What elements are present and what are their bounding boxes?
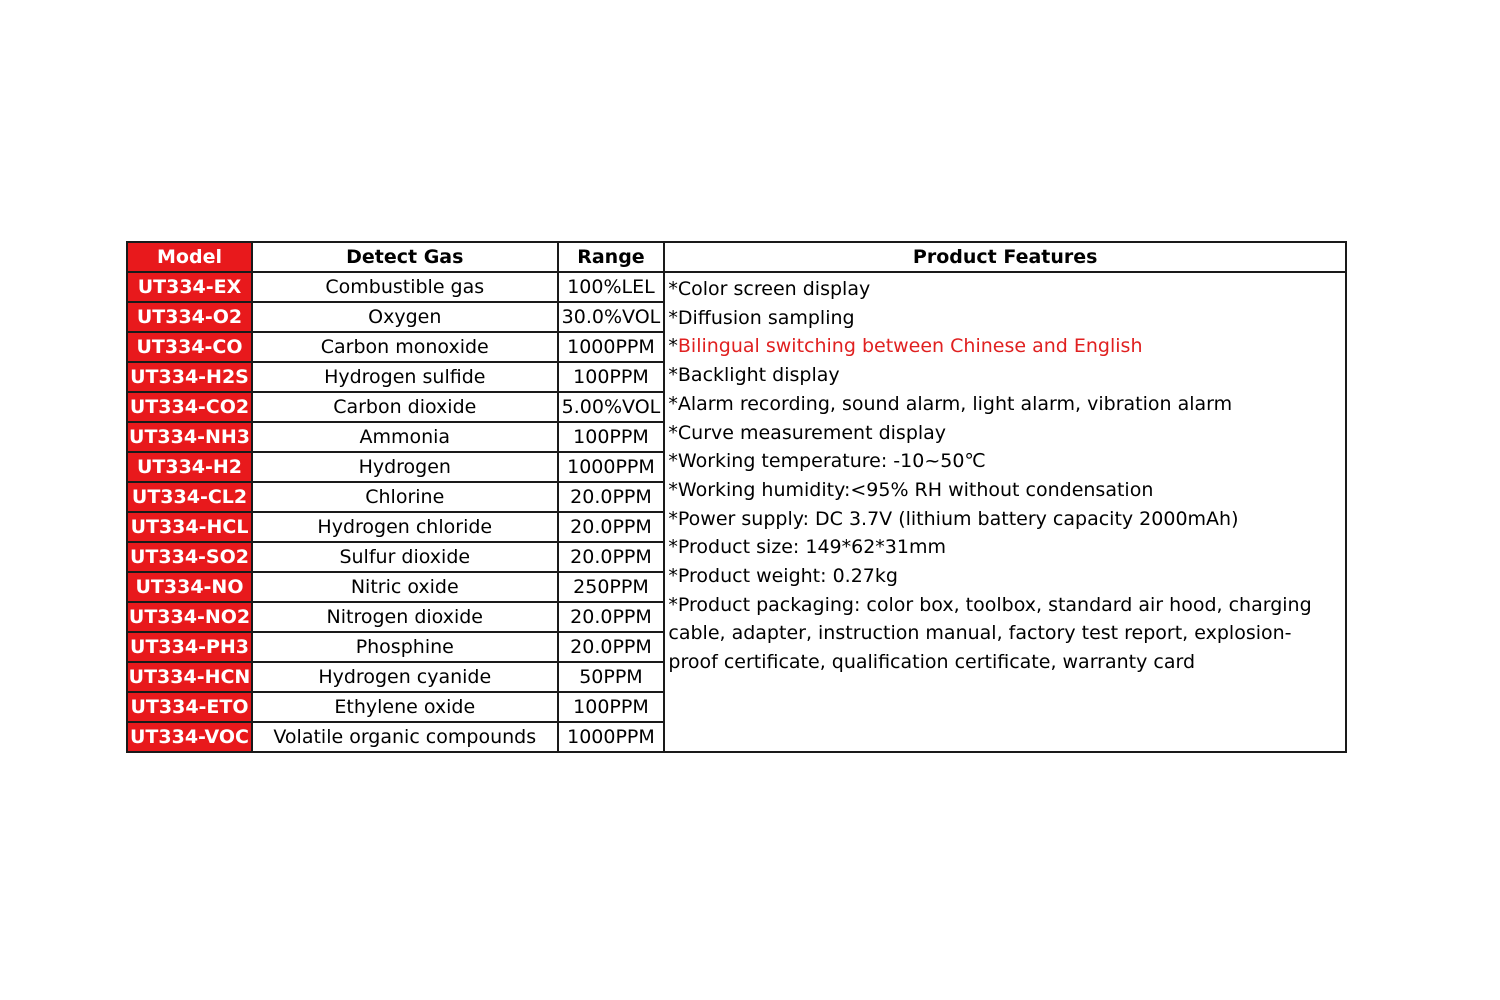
- feature-bullet: *: [668, 306, 678, 329]
- gas-column-header: Detect Gas: [252, 242, 558, 272]
- range-cell: 30.0%VOL: [558, 302, 665, 332]
- feature-bullet: *: [668, 507, 678, 530]
- model-column-header: Model: [127, 242, 252, 272]
- model-cell: UT334-O2: [127, 302, 252, 332]
- feature-text: Power supply: DC 3.7V (lithium battery capacity 2000mAh): [677, 507, 1239, 530]
- feature-bullet: *: [668, 478, 678, 501]
- features-column-header: Product Features: [664, 242, 1346, 272]
- range-cell: 20.0PPM: [558, 542, 665, 572]
- model-cell: UT334-H2: [127, 452, 252, 482]
- feature-item: [668, 505, 1339, 534]
- gas-cell: Oxygen: [252, 302, 558, 332]
- feature-item: [668, 562, 1339, 591]
- feature-text: Color screen display: [677, 278, 871, 300]
- gas-cell: Chlorine: [252, 482, 558, 512]
- feature-item: [668, 390, 1339, 419]
- range-cell: 5.00%VOL: [558, 392, 665, 422]
- feature-bullet: *: [668, 392, 678, 415]
- range-cell: 1000PPM: [558, 332, 665, 362]
- model-cell: UT334-NO2: [127, 602, 252, 632]
- gas-cell: Volatile organic compounds: [252, 722, 558, 752]
- model-cell: UT334-CO2: [127, 392, 252, 422]
- feature-item: [668, 447, 1339, 476]
- model-cell: UT334-H2S: [127, 362, 252, 392]
- feature-item: [668, 591, 1339, 677]
- feature-item: [668, 533, 1339, 562]
- feature-bullet: *: [668, 421, 678, 444]
- feature-text: Working temperature: -10~50℃: [677, 450, 986, 473]
- model-cell: UT334-HCN: [127, 662, 252, 692]
- range-cell: 100PPM: [558, 422, 665, 452]
- table-body: [127, 272, 1346, 752]
- feature-item: [668, 419, 1339, 448]
- gas-cell: Combustible gas: [252, 272, 558, 302]
- gas-cell: Sulfur dioxide: [252, 542, 558, 572]
- feature-bullet: *: [668, 450, 678, 473]
- product-features-list: [664, 272, 1346, 752]
- model-cell: UT334-CL2: [127, 482, 252, 512]
- range-cell: 20.0PPM: [558, 482, 665, 512]
- feature-item: [668, 476, 1339, 505]
- feature-text: Working humidity:<95% RH without condensation: [677, 478, 1154, 501]
- model-cell: UT334-ETO: [127, 692, 252, 722]
- range-cell: 1000PPM: [558, 722, 665, 752]
- gas-cell: Ammonia: [252, 422, 558, 452]
- feature-item: [668, 361, 1339, 390]
- range-cell: 1000PPM: [558, 452, 665, 482]
- feature-text: Backlight display: [677, 364, 840, 387]
- feature-text: Curve measurement display: [677, 421, 947, 444]
- range-column-header: Range: [558, 242, 665, 272]
- feature-text: Product weight: 0.27kg: [677, 565, 898, 588]
- gas-cell: Ethylene oxide: [252, 692, 558, 722]
- gas-cell: Hydrogen sulfide: [252, 362, 558, 392]
- range-cell: 100%LEL: [558, 272, 665, 302]
- gas-cell: Hydrogen: [252, 452, 558, 482]
- feature-text: Alarm recording, sound alarm, light alarm, vibration alarm: [677, 392, 1233, 415]
- feature-text: Product packaging: color box, toolbox, standard air hood, charging cable, adapter, instruction manual, factory test report, explosion-proof certificate, qualification certificate, warranty card: [668, 593, 1312, 674]
- model-cell: UT334-HCL: [127, 512, 252, 542]
- product-spec-table: [126, 241, 1347, 753]
- table-row: [127, 272, 1346, 302]
- range-cell: 20.0PPM: [558, 632, 665, 662]
- gas-cell: Hydrogen chloride: [252, 512, 558, 542]
- model-cell: UT334-NO: [127, 572, 252, 602]
- range-cell: 250PPM: [558, 572, 665, 602]
- model-cell: UT334-EX: [127, 272, 252, 302]
- gas-cell: Carbon dioxide: [252, 392, 558, 422]
- feature-bullet: *: [668, 536, 678, 559]
- model-cell: UT334-PH3: [127, 632, 252, 662]
- feature-bullet: *: [668, 278, 678, 300]
- feature-text: Diffusion sampling: [677, 306, 855, 329]
- table-header-row: [127, 242, 1346, 272]
- range-cell: 20.0PPM: [558, 512, 665, 542]
- range-cell: 100PPM: [558, 692, 665, 722]
- model-cell: UT334-SO2: [127, 542, 252, 572]
- feature-bullet: *: [668, 593, 678, 616]
- model-cell: UT334-CO: [127, 332, 252, 362]
- range-cell: 100PPM: [558, 362, 665, 392]
- model-cell: UT334-VOC: [127, 722, 252, 752]
- feature-item: [668, 332, 1339, 361]
- gas-cell: Nitrogen dioxide: [252, 602, 558, 632]
- gas-cell: Hydrogen cyanide: [252, 662, 558, 692]
- range-cell: 20.0PPM: [558, 602, 665, 632]
- feature-item: [668, 275, 1339, 304]
- feature-item: [668, 304, 1339, 333]
- range-cell: 50PPM: [558, 662, 665, 692]
- feature-text-highlighted: Bilingual switching between Chinese and English: [677, 335, 1143, 358]
- feature-text: Product size: 149*62*31mm: [677, 536, 946, 559]
- model-cell: UT334-NH3: [127, 422, 252, 452]
- gas-cell: Carbon monoxide: [252, 332, 558, 362]
- feature-bullet: *: [668, 364, 678, 387]
- gas-cell: Nitric oxide: [252, 572, 558, 602]
- gas-cell: Phosphine: [252, 632, 558, 662]
- feature-bullet: *: [668, 335, 678, 358]
- feature-bullet: *: [668, 565, 678, 588]
